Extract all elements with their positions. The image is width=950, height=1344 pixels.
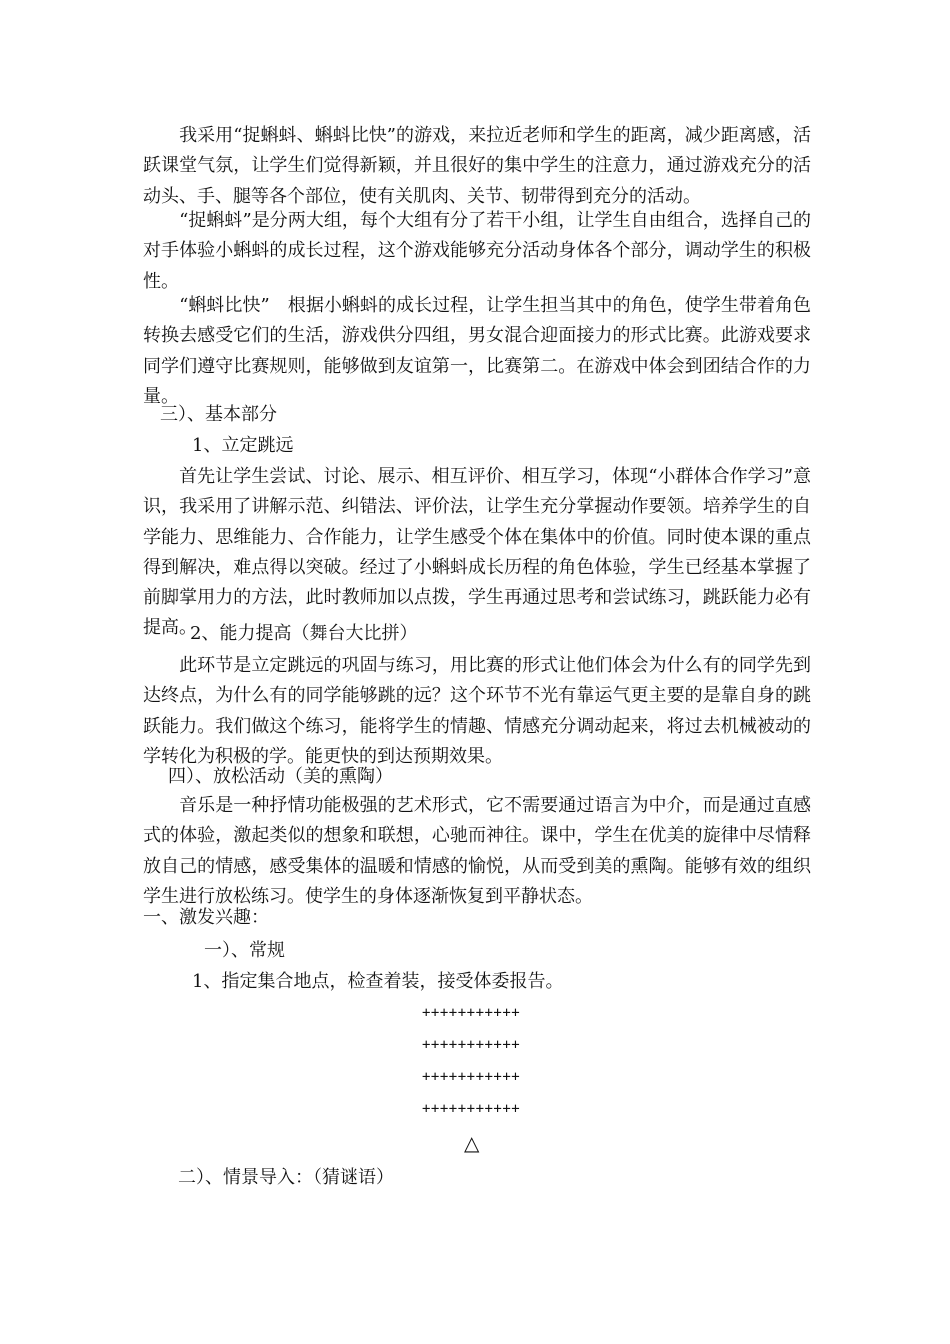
paragraph-music-relaxation: 音乐是一种抒情功能极强的艺术形式，它不需要通过语言为中介，而是通过直感式的体验，激起类似的想象和联想，心驰而神往。课中，学生在优美的旋律中尽情释放自己的情感，感受集体的温暖和情感的愉悦，从而受到美的熏陶。能够有效的组织学生进行放松练习。使学生的身体逐渐恢复到平静状态。 [143, 795, 811, 907]
heading-scene-introduction: 二）、情景导入：（猜谜语） [178, 1167, 394, 1188]
heading-routine: 一）、常规 [204, 940, 285, 961]
heading-assembly: 1、指定集合地点，检查着装，接受体委报告。 [192, 971, 564, 992]
heading-ability-improvement: 2、能力提高（舞台大比拼） [190, 623, 418, 644]
heading-relaxation: 四）、放松活动（美的熏陶） [168, 766, 393, 787]
heading-stimulate-interest: 一、激发兴趣： [143, 907, 269, 928]
paragraph-tadpole-race: “蝌蚪比快” 根据小蝌蚪的成长过程，让学生担当其中的角色，使学生带着角色转换去感受它们的生活，游戏供分四组，男女混合迎面接力的形式比赛。此游戏要求同学们遵守比赛规则，能够做到友谊第一，比赛第二。在游戏中体会到团结合作的力量。 [143, 295, 811, 407]
paragraph-game-intro: 我采用“捉蝌蚪、蝌蚪比快”的游戏，来拉近老师和学生的距离，减少距离感，活跃课堂气氛，让学生们觉得新颖，并且很好的集中学生的注意力，通过游戏充分的活动头、手、腿等各个部位，使有关肌肉、关节、韧带得到充分的活动。 [143, 125, 811, 207]
paragraph-standing-jump: 首先让学生尝试、讨论、展示、相互评价、相互学习，体现“小群体合作学习”意识，我采用了讲解示范、纠错法、评价法，让学生充分掌握动作要领。培养学生的自学能力、思维能力、合作能力，让学生感受个体在集体中的价值。同时使本课的重点得到解决，难点得以突破。经过了小蝌蚪成长历程的角色体验，学生已经基本掌握了前脚掌用力的方法，此时教师加以点拨，学生再通过思考和尝试练习，跳跃能力必有提高。 [143, 466, 811, 639]
paragraph-ability-improvement: 此环节是立定跳远的巩固与练习，用比赛的形式让他们体会为什么有的同学先到达终点，为什么有的同学能够跳的远？这个环节不光有靠运气更主要的是靠自身的跳跃能力。我们做这个练习，能将学生的情趣、情感充分调动起来，将过去机械被动的学转化为积极的学。能更快的到达预期效果。 [143, 655, 811, 767]
heading-standing-jump: 1、立定跳远 [192, 435, 294, 456]
formation-row: +++++++++++ [422, 1069, 521, 1085]
teacher-position-marker: △ [464, 1131, 480, 1155]
formation-row: +++++++++++ [422, 1101, 521, 1117]
formation-row: +++++++++++ [422, 1005, 521, 1021]
heading-basic-part: 三）、基本部分 [160, 404, 277, 425]
paragraph-catch-tadpole: “捉蝌蚪”是分两大组，每个大组有分了若干小组，让学生自由组合，选择自己的对手体验小蝌蚪的成长过程，这个游戏能够充分活动身体各个部分，调动学生的积极性。 [143, 210, 811, 292]
formation-row: +++++++++++ [422, 1037, 521, 1053]
